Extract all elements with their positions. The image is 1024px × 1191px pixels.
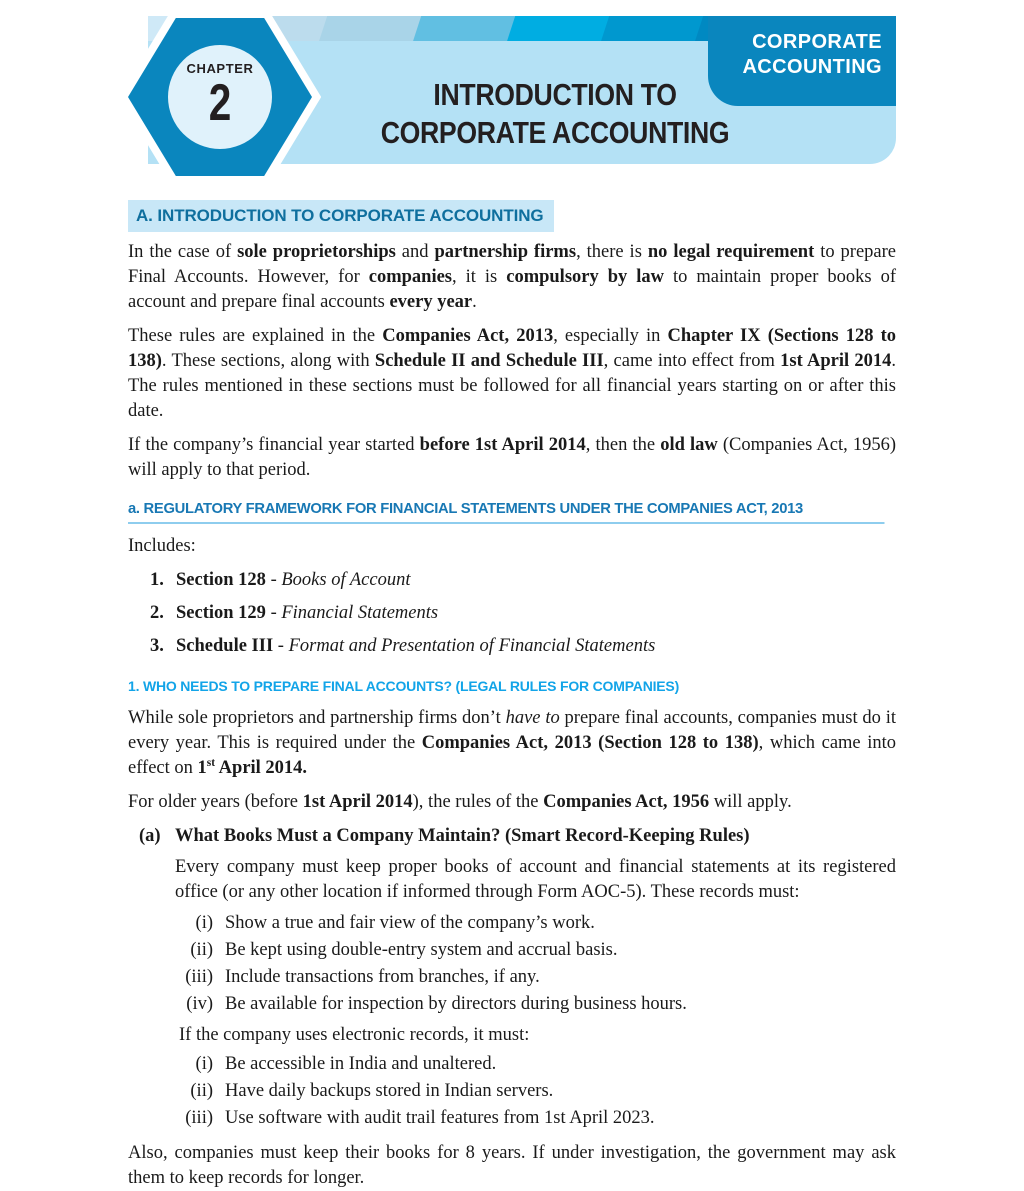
list-item (175, 1079, 896, 1104)
text-run: . (472, 292, 477, 312)
section-heading-1: 1. WHO NEEDS TO PREPARE FINAL ACCOUNTS? (LEGAL RULES FOR COMPANIES) (128, 678, 680, 694)
list-item-separator: - (273, 636, 289, 656)
bold-run: 1st April 2014 (302, 792, 413, 812)
list-marker: 3. (150, 636, 164, 656)
list-item-separator: - (265, 570, 282, 590)
list-item-text: Show a true and fair view of the company’s work. (225, 913, 595, 933)
text-run: , came into effect from (603, 351, 781, 371)
list-item (128, 634, 896, 659)
bold-run: sole proprietorships (237, 242, 396, 262)
subject-label-line1: CORPORATE (752, 31, 882, 53)
sub-section-a (128, 824, 896, 1131)
list-item-title: Section 129 (176, 603, 266, 623)
list-item (128, 568, 896, 593)
closing-paragraph: Also, companies must keep their books for 8 years. If under investigation, the government may ask them to keep records for longer. (128, 1143, 896, 1188)
chapter-header-banner (0, 0, 1024, 195)
list-item-title: Schedule III (176, 636, 274, 656)
section-heading-a: A. INTRODUCTION TO CORPORATE ACCOUNTING (128, 200, 554, 232)
list-item-desc: Format and Presentation of Financial Statements (288, 636, 656, 656)
paragraph-3 (128, 433, 896, 483)
bold-run: 1 (197, 758, 207, 778)
text-run: ), the rules of the (412, 792, 544, 812)
sub-section-title: What Books Must a Company Maintain? (Smart Record-Keeping Rules) (175, 826, 750, 846)
records-requirements-list (175, 911, 896, 1017)
list-item (175, 992, 896, 1017)
list-item (175, 911, 896, 936)
subject-label-line2: ACCOUNTING (742, 56, 882, 78)
sub-section-paragraph: Every company must keep proper books of account and financial statements at its registered office (or any other location if informed through Form AOC-5). These records must: (175, 857, 896, 902)
list-item (175, 965, 896, 990)
text-run: While sole proprietors and partnership firms don’t (128, 708, 506, 728)
list-item-text: Be available for inspection by directors during business hours. (225, 994, 687, 1014)
text-run: If the company’s financial year started (128, 435, 420, 455)
includes-list (128, 568, 896, 659)
text-run: , it is (452, 267, 507, 287)
list-marker: (ii) (190, 1081, 213, 1101)
bold-run: no legal requirement (647, 242, 815, 262)
section-heading-sub-a: a. REGULATORY FRAMEWORK FOR FINANCIAL STATEMENTS UNDER THE COMPANIES ACT, 2013 (128, 499, 884, 524)
list-marker: (iii) (185, 1108, 213, 1128)
list-marker: 2. (150, 603, 164, 623)
list-item (128, 601, 896, 626)
bold-run: April 2014. (215, 758, 308, 778)
text-run: prepare final accounts, companies must do it every year. This is required under the (128, 708, 896, 753)
italic-run: have to (505, 708, 560, 728)
sub-section-marker: (a) (139, 826, 161, 846)
text-run: . These sections, along with (161, 351, 375, 371)
list-item-text: Be accessible in India and unaltered. (225, 1054, 497, 1074)
bold-run: Chapter IX (Sections 128 to 138) (128, 326, 896, 371)
bold-run: every year (389, 292, 473, 312)
list-item-text: Include transactions from branches, if any. (225, 967, 540, 987)
chapter-title-line2: CORPORATE ACCOUNTING (380, 115, 730, 150)
text-run: , then the (585, 435, 661, 455)
electronic-records-list (175, 1052, 896, 1131)
list-item-desc: Books of Account (281, 570, 411, 590)
subject-label (722, 30, 882, 80)
list-item-text: Have daily backups stored in Indian servers. (225, 1081, 554, 1101)
list-marker: 1. (150, 570, 164, 590)
bold-run: compulsory by law (506, 267, 665, 287)
text-run: and (395, 242, 435, 262)
bold-run: old law (660, 435, 718, 455)
text-run: In the case of (128, 242, 238, 262)
list-item-title: Section 128 (176, 570, 266, 590)
text-run: , which came into effect on (128, 733, 896, 778)
ordinal-suffix: st (206, 756, 216, 769)
text-run: These rules are explained in the (128, 326, 383, 346)
text-run: to maintain proper books of account and prepare final accounts (128, 267, 897, 312)
paragraph-1 (128, 240, 896, 315)
bold-run: partnership firms (434, 242, 577, 262)
text-run: , especially in (553, 326, 668, 346)
list-marker: (iv) (186, 994, 213, 1014)
electronic-records-lead: If the company uses electronic records, it must: (179, 1025, 530, 1045)
bold-run: Companies Act, 2013 (382, 326, 554, 346)
page-content (128, 200, 896, 1191)
list-marker: (i) (195, 1054, 213, 1074)
text-run: to prepare Final Accounts. However, for (128, 242, 897, 287)
list-item-separator: - (265, 603, 282, 623)
chapter-badge (128, 18, 312, 176)
list-item-desc: Financial Statements (281, 603, 439, 623)
list-marker: (i) (195, 913, 213, 933)
bold-run: Companies Act, 2013 (Section 128 to 138) (421, 733, 759, 753)
list-item (175, 1052, 896, 1077)
bold-run: before 1st April 2014 (419, 435, 586, 455)
bold-run: Schedule II and Schedule III (374, 351, 604, 371)
list-marker: (iii) (185, 967, 213, 987)
chapter-word-label: CHAPTER (186, 61, 254, 76)
text-run: will apply. (709, 792, 792, 812)
text-run: (Companies Act, 1956) will apply to that period. (128, 435, 896, 480)
text-run: . The rules mentioned in these sections must be followed for all financial years starting on or after this date. (128, 351, 897, 421)
chapter-title (344, 76, 765, 152)
includes-label: Includes: (128, 536, 196, 556)
list-item (175, 938, 896, 963)
bold-run: 1st April 2014 (780, 351, 892, 371)
paragraph-2 (128, 324, 896, 424)
text-run: For older years (before (128, 792, 303, 812)
paragraph-4 (128, 706, 896, 781)
list-item (175, 1106, 896, 1131)
chapter-number-label: 2 (208, 74, 232, 132)
bold-run: companies (368, 267, 452, 287)
chapter-title-line1: INTRODUCTION TO (433, 77, 677, 112)
list-item-text: Be kept using double-entry system and accrual basis. (225, 940, 618, 960)
text-run: , there is (576, 242, 648, 262)
list-item-text: Use software with audit trail features from 1st April 2023. (225, 1108, 655, 1128)
paragraph-5 (128, 790, 896, 815)
bold-run: Companies Act, 1956 (543, 792, 710, 812)
list-marker: (ii) (190, 940, 213, 960)
